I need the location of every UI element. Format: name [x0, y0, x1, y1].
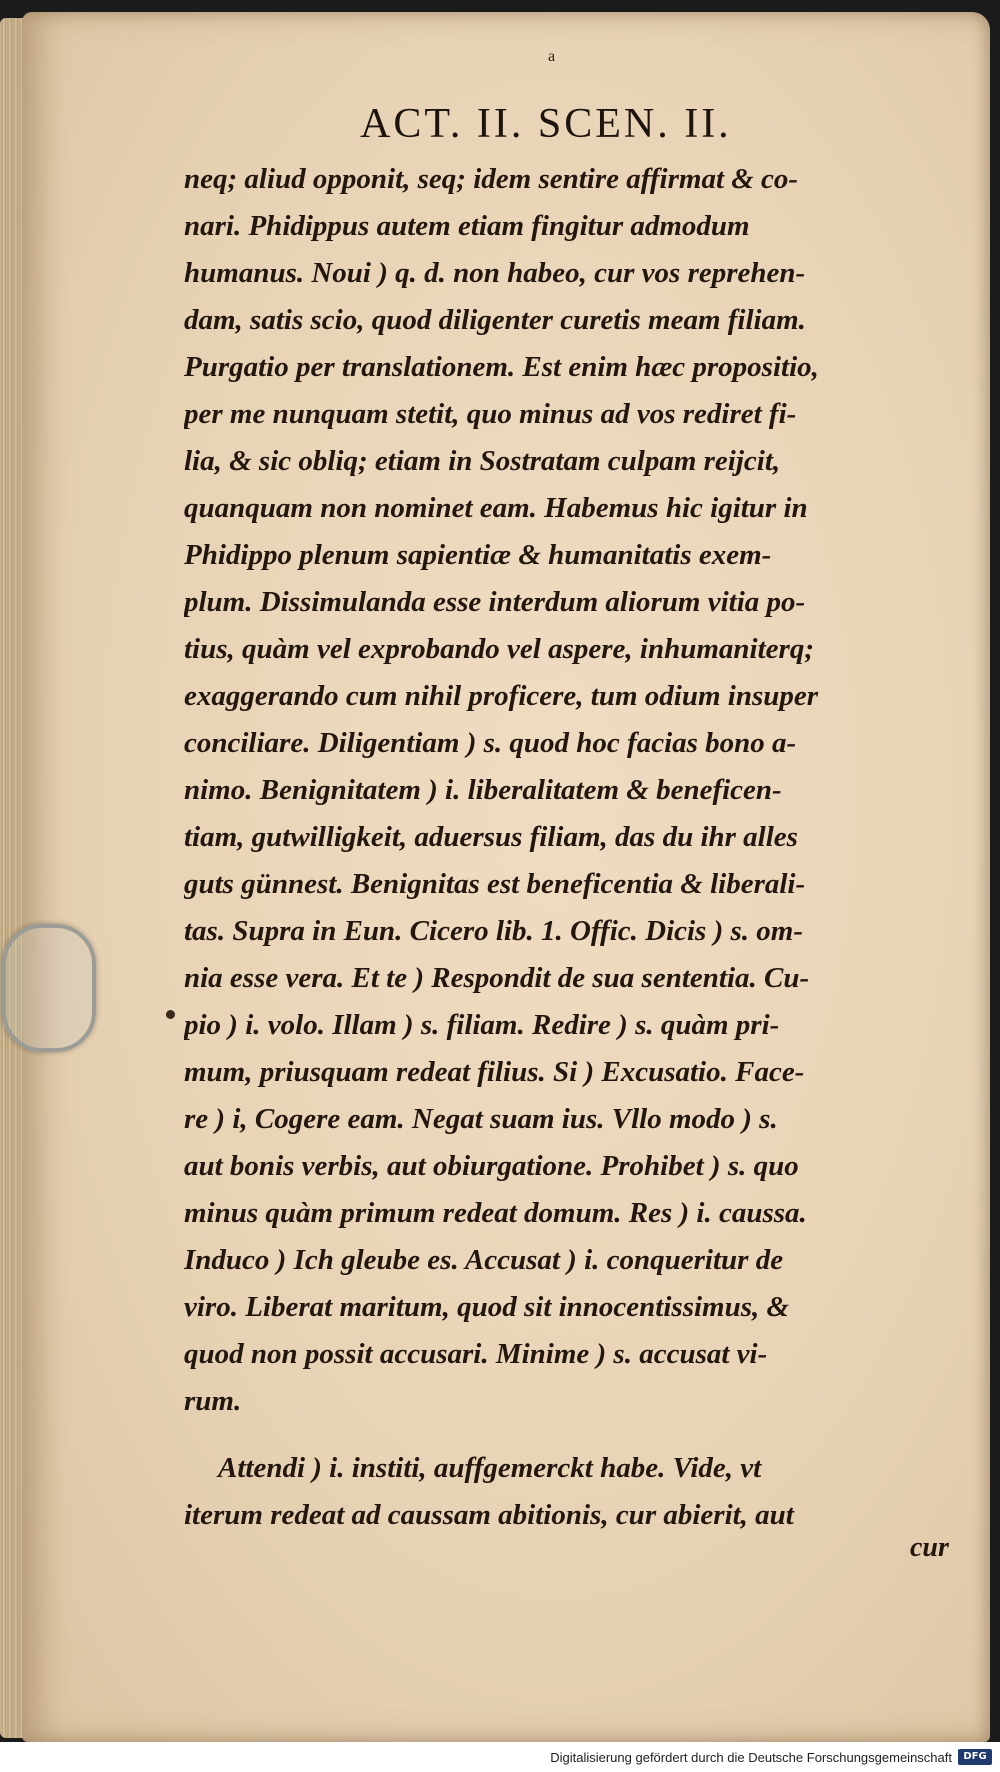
- text-line: plum. Dissimulanda esse interdum aliorum vitia po-: [184, 586, 806, 618]
- signature-mark: a: [548, 48, 556, 65]
- dfg-logo-icon: DFG: [958, 1749, 992, 1765]
- text-line: nia esse vera. Et te ) Respondit de sua sententia. Cu-: [184, 962, 810, 994]
- text-line: neq; aliud opponit, seq; idem sentire affirmat & co-: [184, 163, 799, 195]
- text-line: Attendi ) i. institi, auffgemerckt habe. Vide, vt: [218, 1452, 762, 1484]
- text-line: per me nunquam stetit, quo minus ad vos rediret fi-: [184, 398, 797, 430]
- text-line: quod non possit accusari. Minime ) s. accusat vi-: [184, 1338, 768, 1370]
- text-line: Purgatio per translationem. Est enim hæc propositio,: [184, 351, 819, 383]
- catchword: cur: [910, 1532, 949, 1563]
- text-line: nimo. Benignitatem ) i. liberalitatem & beneficen-: [184, 774, 782, 806]
- text-line: viro. Liberat maritum, quod sit innocentissimus, &: [184, 1291, 790, 1323]
- text-line: Induco ) Ich gleube es. Accusat ) i. conqueritur de: [184, 1244, 784, 1276]
- text-line: tas. Supra in Eun. Cicero lib. 1. Offic. Dicis ) s. om-: [184, 915, 803, 947]
- text-line: dam, satis scio, quod diligenter curetis meam filiam.: [184, 304, 806, 336]
- text-line: conciliare. Diligentiam ) s. quod hoc facias bono a-: [184, 727, 797, 759]
- text-line: iterum redeat ad caussam abitionis, cur abierit, aut: [184, 1499, 794, 1531]
- text-line: exaggerando cum nihil proficere, tum odium insuper: [184, 680, 819, 712]
- footer-credit: Digitalisierung gefördert durch die Deutsche Forschungsgemeinschaft: [550, 1750, 952, 1765]
- text-line: lia, & sic obliq; etiam in Sostratam culpam reijcit,: [184, 445, 781, 477]
- text-line: aut bonis verbis, aut obiurgatione. Prohibet ) s. quo: [184, 1150, 799, 1182]
- text-line: re ) i, Cogere eam. Negat suam ius. Vllo modo ) s.: [184, 1103, 778, 1135]
- text-line: rum.: [184, 1385, 242, 1417]
- text-line: humanus. Noui ) q. d. non habeo, cur vos reprehen-: [184, 257, 806, 289]
- text-line: mum, priusquam redeat filius. Si ) Excusatio. Face-: [184, 1056, 805, 1088]
- paragraph-gap: [184, 1425, 954, 1445]
- text-line: tius, quàm vel exprobando vel aspere, inhumaniterq;: [184, 633, 814, 665]
- text-line: guts günnest. Benignitas est beneficentia & liberali-: [184, 868, 806, 900]
- text-line: Phidippo plenum sapientiæ & humanitatis exem-: [184, 539, 772, 571]
- text-line: quanquam non nominet eam. Habemus hic igitur in: [184, 492, 808, 524]
- book-clasp-icon: [2, 924, 96, 1052]
- running-head: ACT. II. SCEN. II.: [360, 101, 732, 147]
- text-line: pio ) i. volo. Illam ) s. filiam. Redire ) s. quàm pri-: [184, 1009, 780, 1041]
- text-line: minus quàm primum redeat domum. Res ) i. caussa.: [184, 1197, 807, 1229]
- margin-dot-icon: [166, 1010, 175, 1019]
- text-line: tiam, gutwilligkeit, aduersus filiam, das du ihr alles: [184, 821, 798, 853]
- page-text: [184, 156, 954, 1539]
- footer-bar: [0, 1742, 1000, 1772]
- text-line: nari. Phidippus autem etiam fingitur admodum: [184, 210, 750, 242]
